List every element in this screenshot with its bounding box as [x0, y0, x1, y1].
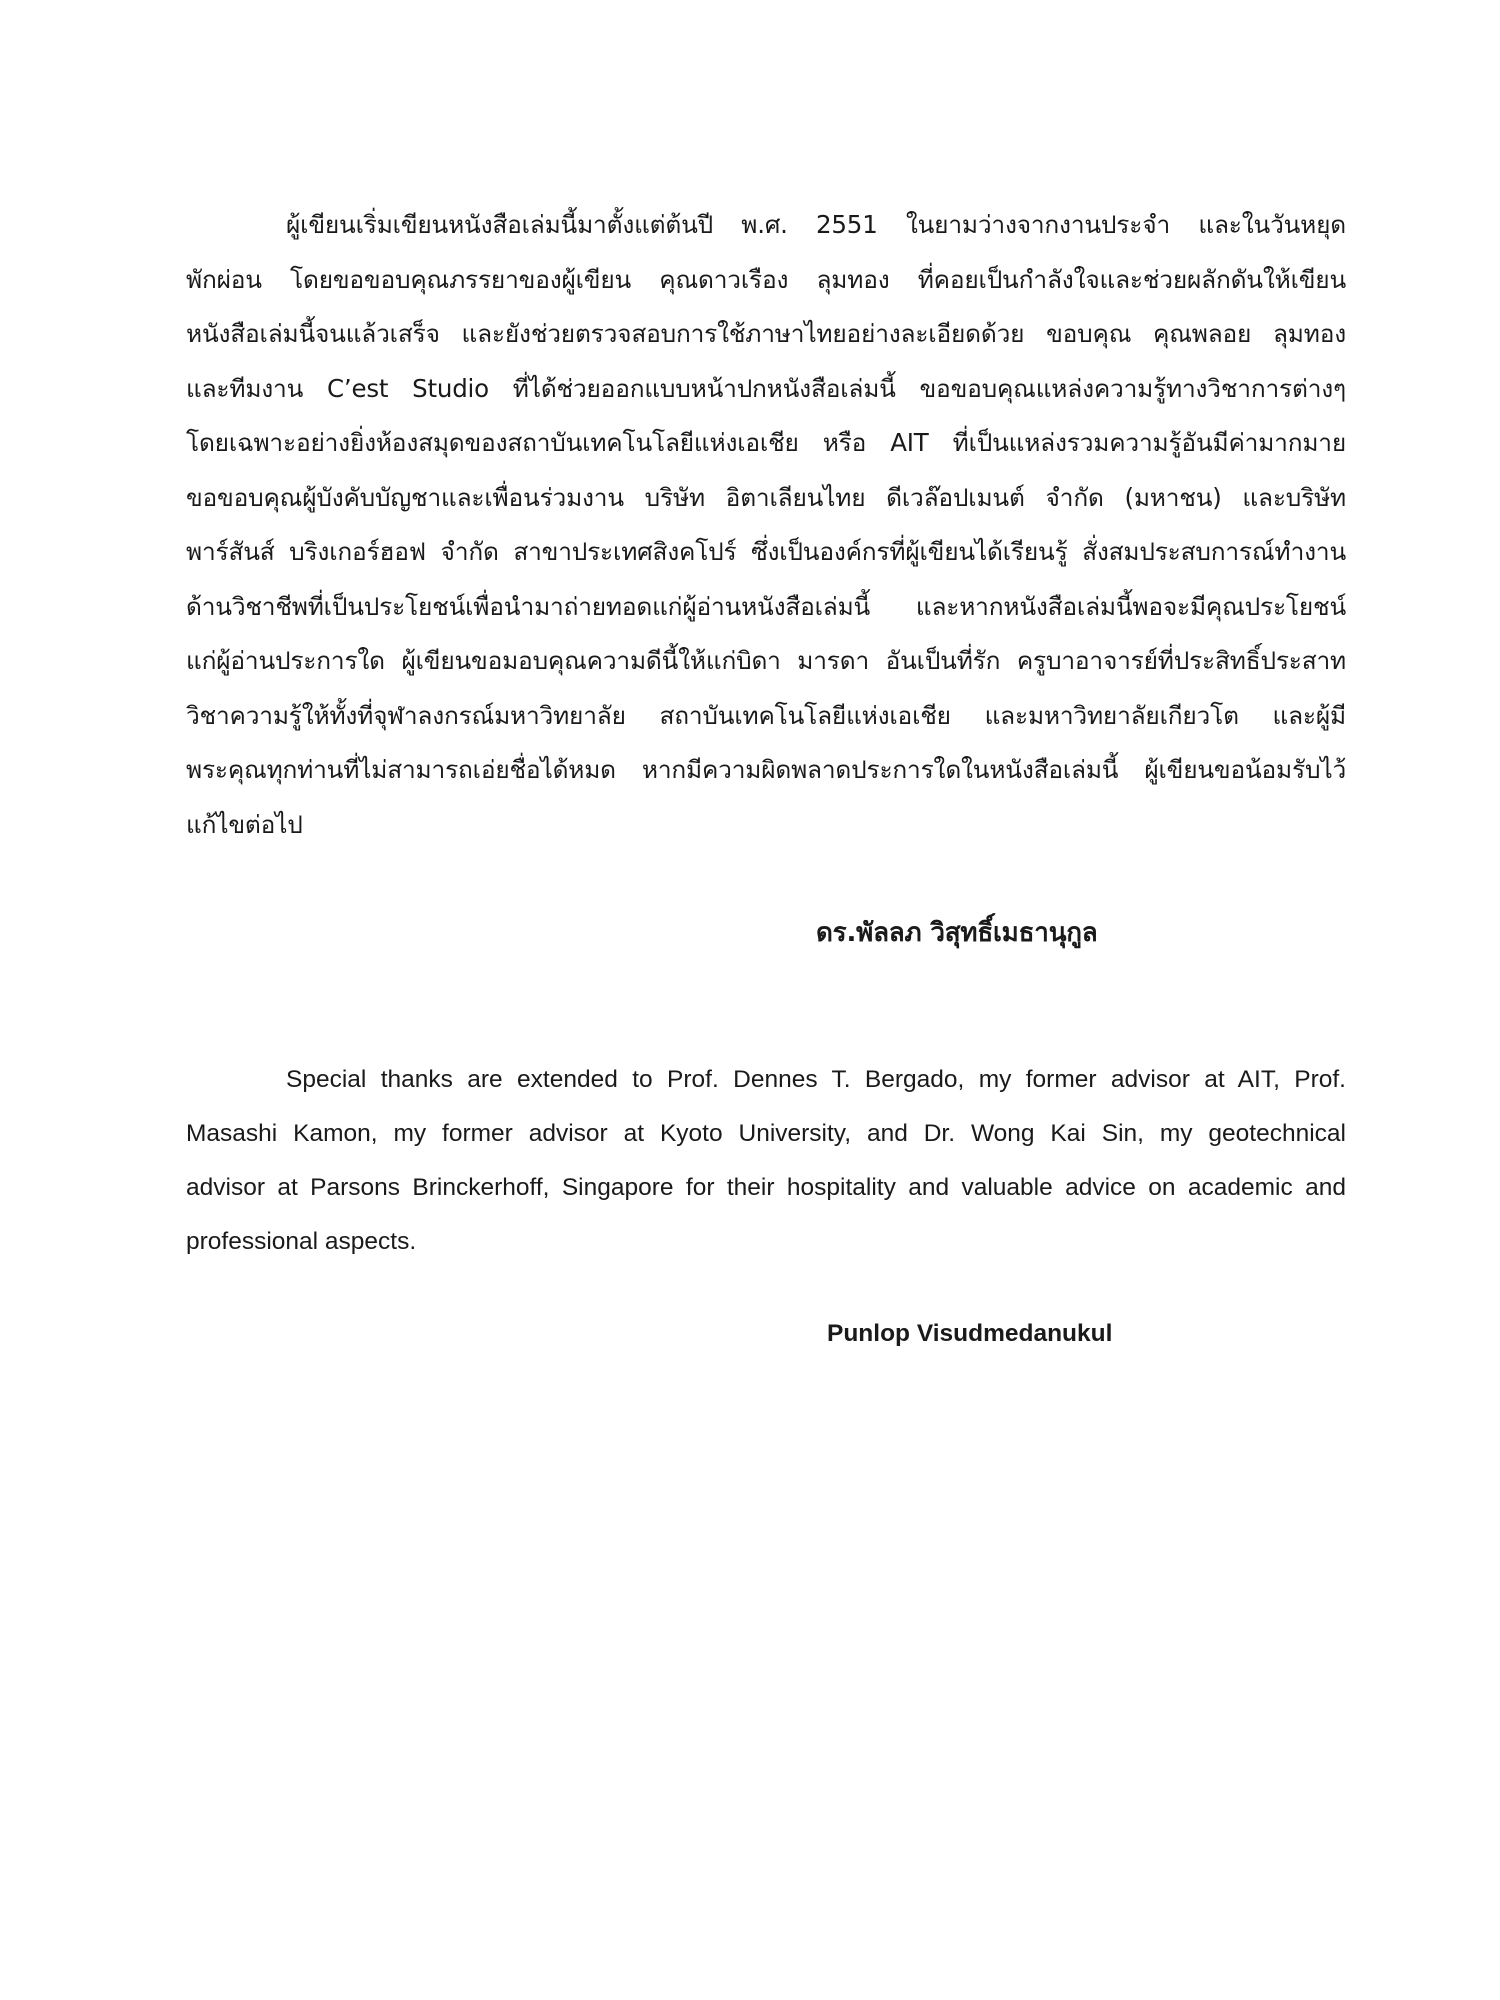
thai-paragraph-line: วิชาความรู้ให้ทั้งที่จุฬาลงกรณ์มหาวิทยาลัย สถาบันเทคโนโลยีแห่งเอเชีย และมหาวิทยาลัยเกียวโต และผู้มี: [186, 700, 1346, 730]
english-paragraph-line: professional aspects.: [186, 1228, 417, 1255]
english-paragraph-line: advisor at Parsons Brinckerhoff, Singapore for their hospitality and valuable advice on academic and: [186, 1174, 1346, 1201]
thai-paragraph-line: ผู้เขียนเริ่มเขียนหนังสือเล่มนี้มาตั้งแต่ต้นปี พ.ศ. 2551 ในยามว่างจากงานประจำ และในวันหยุด: [286, 210, 1346, 239]
thai-acknowledgement-paragraph: [186, 198, 1346, 852]
thai-paragraph-line: หนังสือเล่มนี้จนแล้วเสร็จ และยังช่วยตรวจสอบการใช้ภาษาไทยอย่างละเอียดด้วย ขอบคุณ คุณพลอย ลุมทอง: [186, 319, 1346, 348]
thai-paragraph-line: ขอขอบคุณผู้บังคับบัญชาและเพื่อนร่วมงาน บริษัท อิตาเลียนไทย ดีเวล๊อปเมนต์ จำกัด (มหาชน) และบริษัท: [186, 482, 1346, 512]
english-paragraph-line: Special thanks are extended to Prof. Dennes T. Bergado, my former advisor at AIT, Prof.: [286, 1066, 1346, 1093]
english-acknowledgement-paragraph: [186, 1053, 1346, 1269]
thai-paragraph-line: ด้านวิชาชีพที่เป็นประโยชน์เพื่อนำมาถ่ายทอดแก่ผู้อ่านหนังสือเล่มนี้ และหากหนังสือเล่มนี้พอจะมีคุณประโยชน์: [186, 591, 1346, 621]
thai-paragraph-line: พักผ่อน โดยขอขอบคุณภรรยาของผู้เขียน คุณดาวเรือง ลุมทอง ที่คอยเป็นกำลังใจและช่วยผลักดันให้เขียน: [186, 264, 1346, 294]
thai-paragraph-line: และทีมงาน C’est Studio ที่ได้ช่วยออกแบบหน้าปกหนังสือเล่มนี้ ขอขอบคุณแหล่งความรู้ทางวิชาการต่างๆ: [186, 373, 1346, 403]
thai-paragraph-line: พาร์สันส์ บริงเกอร์ฮอฟ จำกัด สาขาประเทศสิงคโปร์ ซึ่งเป็นองค์กรที่ผู้เขียนได้เรียนรู้ สั่งสมประสบการณ์ทำงาน: [186, 537, 1346, 566]
english-paragraph-line: Masashi Kamon, my former advisor at Kyoto University, and Dr. Wong Kai Sin, my geotechnical: [186, 1120, 1346, 1147]
english-author-signature: Punlop Visudmedanukul: [827, 1320, 1113, 1347]
thai-author-signature: ดร.พัลลภ วิสุทธิ์เมธานุกูล: [816, 918, 1098, 948]
thai-paragraph-line: โดยเฉพาะอย่างยิ่งห้องสมุดของสถาบันเทคโนโลยีแห่งเอเชีย หรือ AIT ที่เป็นแหล่งรวมความรู้อันมีค่ามากมาย: [186, 428, 1346, 457]
thai-paragraph-line: แก้ไขต่อไป: [186, 809, 303, 839]
thai-paragraph-line: แก่ผู้อ่านประการใด ผู้เขียนขอมอบคุณความดีนี้ให้แก่บิดา มารดา อันเป็นที่รัก ครูบาอาจารย์ที่ประสิทธิ์ประสาท: [186, 646, 1346, 675]
thai-paragraph-line: พระคุณทุกท่านที่ไม่สามารถเอ่ยชื่อได้หมด หากมีความผิดพลาดประการใดในหนังสือเล่มนี้ ผู้เขียนขอน้อมรับไว้: [186, 755, 1346, 784]
